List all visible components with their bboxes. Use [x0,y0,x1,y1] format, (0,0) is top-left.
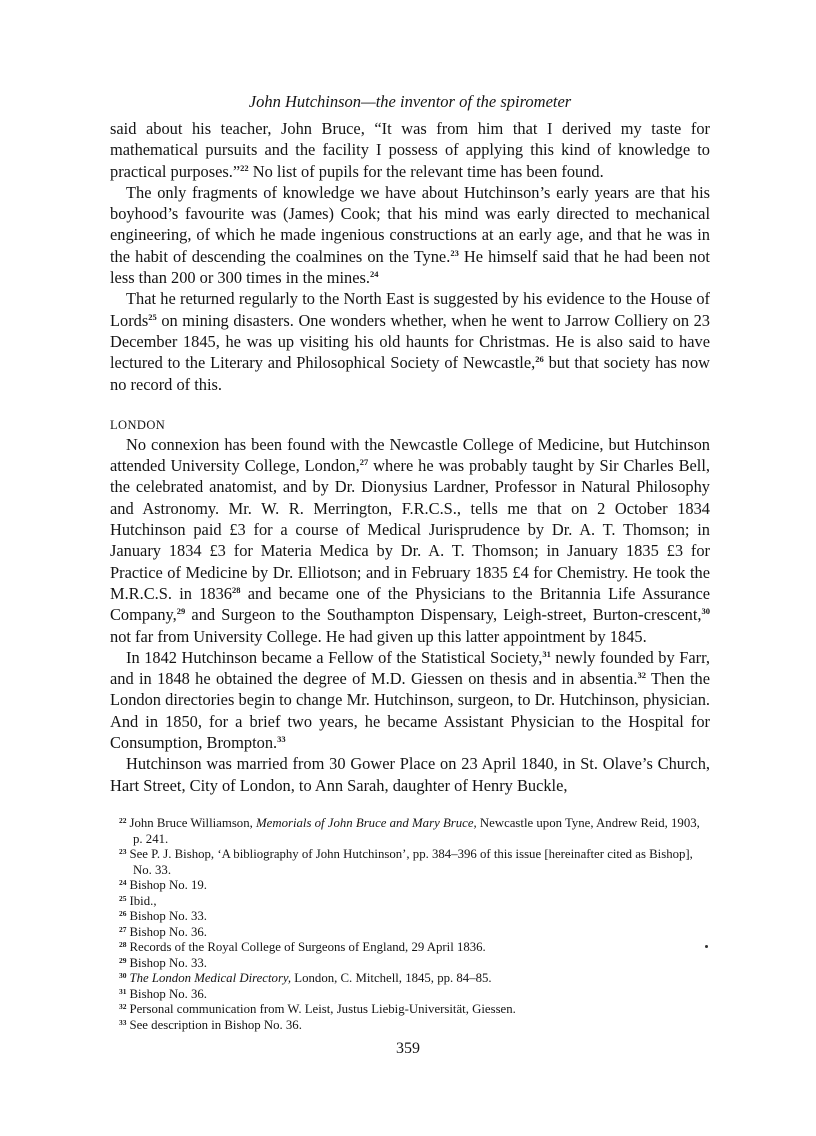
paragraph-north-east: That he returned regularly to the North East is suggested by his evidence to the House of Lords$^{25}$ on mining disasters. One wonders whether, when he went to Jarrow Colliery on 23 December 1845, he was up visiting his old haunts for Christmas. He is also said to have lectured to the Literary and Philosophical Society of Newcastle,$^{26}$ but that society has now no record of this. [110,289,710,394]
article-body [110,118,710,796]
footnote-ref[interactable]: 26 [535,354,544,365]
footnote: $^{26}$ Bishop No. 33. [119,909,207,923]
footnote-ref[interactable]: 27 [359,457,369,468]
footnote: $^{30}$ The London Medical Directory, London, C. Mitchell, 1845, pp. 84–85. [119,971,492,985]
paragraph-statistical-society: In 1842 Hutchinson became a Fellow of the Statistical Society,$^{31}$ newly founded by Farr, and in 1848 he obtained the degree of M.D. Giessen on thesis and in absentia.$^{32}$ Then the London directories begin to change Mr. Hutchinson, surgeon, to Dr. Hutchinson, physician. And in 1850, for a brief two years, he became Assistant Physician to the Hospital for Consumption, Brompton.$^{33}$ [110,647,710,753]
footnote-ref[interactable]: 33 [277,734,286,745]
paragraph-university-college: No connexion has been found with the Newcastle College of Medicine, but Hutchinson attended University College, London,$^{27}$ where he was probably taught by Sir Charles Bell, the celebrated anatomist, and by Dr. Dionysius Lardner, Professor in Natural Philosophy and Astronomy. Mr. W. R. Merrington, F.R.C.S., tells me that on 2 October 1834 Hutchinson paid £3 for a course of Medical Jurisprudence by Dr. A. T. Thomson; in January 1834 £3 for Materia Medica by Dr. A. T. Thomson; in January 1835 £3 for Practice of Medicine by Dr. Elliotson; and in February 1835 £4 for Chemistry. He took the M.R.C.S. in 1836$^{28}$ and became one of the Physicians to the Britannia Life Assurance Company,$^{29}$ and Surgeon to the Southampton Dispensary, Leigh-street, Burton-crescent,$^{30}$ not far from University College. He had given up this latter appointment by 1845. [110,434,711,646]
running-head: John Hutchinson—the inventor of the spirometer [248,92,572,111]
footnote: $^{32}$ Personal communication from W. Leist, Justus Liebig-Universität, Giessen. [119,1002,516,1016]
paragraph-marriage: Hutchinson was married from 30 Gower Place on 23 April 1840, in St. Olave’s Church, Hart Street, City of London, to Ann Sarah, daughter of Henry Buckle, [110,754,710,795]
footnote: $^{29}$ Bishop No. 33. [119,955,207,970]
footnote-ref[interactable]: 29 [176,606,186,617]
scan-speck [705,945,708,948]
footnote-ref[interactable]: 24 [369,269,379,280]
footnotes [119,816,710,1033]
footnote-ref[interactable]: 28 [232,584,241,595]
section-heading: LONDON [110,417,166,432]
footnote-ref[interactable]: 25 [148,311,157,322]
footnote-ref[interactable]: 30 [701,606,710,617]
paragraph-early-years: The only fragments of knowledge we have about Hutchinson’s early years are that his boyhood’s favourite was (James) Cook; that his mind was early directed to mechanical engineering, of which he made ingenious constructions at an early age, and that he was in the habit of descending the coalmines on the Tyne.$^{23}$ He himself said that he had been not less than 200 or 300 times in the mines.$^{24}$ [110,182,710,288]
footnote: $^{27}$ Bishop No. 36. [119,924,207,939]
footnote: $^{28}$ Records of the Royal College of Surgeons of England, 29 April 1836. [119,940,486,954]
footnote: $^{31}$ Bishop No. 36. [119,986,207,1001]
footnote: $^{22}$ John Bruce Williamson, Memorials of John Bruce and Mary Bruce, Newcastle upon Tyne, Andrew Reid, 1903, p. 241. [119,816,700,846]
footnote: $^{24}$ Bishop No. 19. [119,878,207,892]
footnote: $^{25}$ Ibid., [119,893,157,908]
footnote: $^{33}$ See description in Bishop No. 36. [119,1017,302,1032]
footnote-ref[interactable]: 23 [450,247,459,258]
footnote-ref[interactable]: 32 [637,670,646,681]
footnote-ref[interactable]: 31 [542,648,551,659]
paragraph-teacher: said about his teacher, John Bruce, “It was from him that I derived my taste for mathematical pursuits and the facility I possess of applying this kind of knowledge to practical purposes.”$^{22}$ No list of pupils for the relevant time has been found. [110,119,710,181]
footnote: $^{23}$ See P. J. Bishop, ‘A bibliography of John Hutchinson’, pp. 384–396 of this issue [hereinafter cited as Bishop], No. 33. [119,847,693,877]
page-number: 359 [396,1040,420,1057]
footnote-ref[interactable]: 22 [240,162,249,173]
